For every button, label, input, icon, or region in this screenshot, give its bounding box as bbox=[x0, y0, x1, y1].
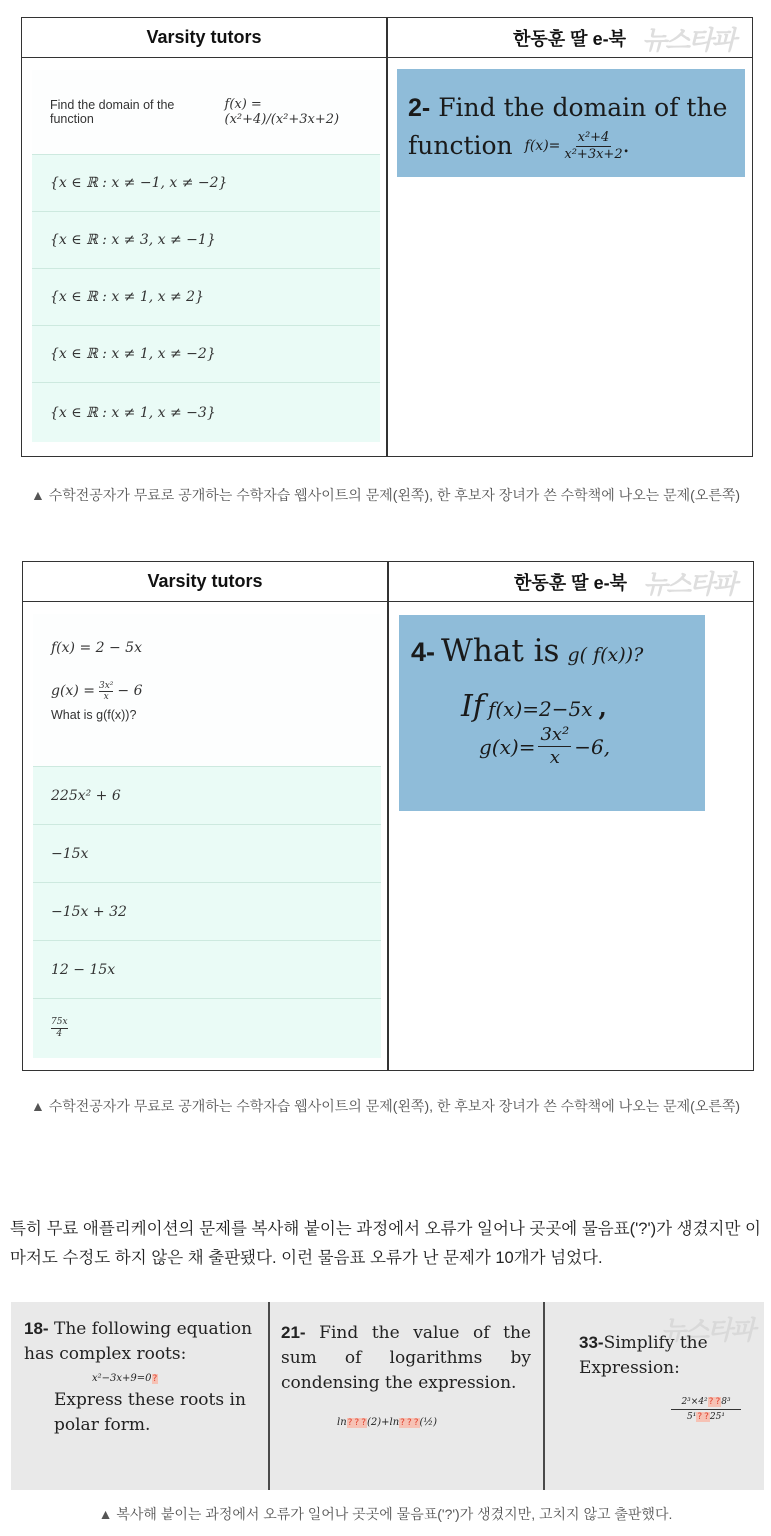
ebook-math-fraction bbox=[564, 130, 622, 163]
question-mark-error: ? bbox=[697, 1412, 703, 1422]
ebook-math-denominator: x²+3x+2 bbox=[564, 146, 623, 162]
question-row bbox=[32, 70, 380, 154]
question-mark-error: ? bbox=[715, 1397, 721, 1407]
question-mark-error: ? bbox=[406, 1418, 412, 1428]
answer-fraction bbox=[51, 1017, 68, 1040]
question-mark-error: ? bbox=[347, 1418, 353, 1428]
q21-number: 21- bbox=[281, 1323, 306, 1342]
q21-text: Find the value of the sum of logarithms by condensing the expression. bbox=[281, 1323, 531, 1393]
ebook-function-g-fraction bbox=[538, 724, 571, 769]
answer-fraction-numerator: 75x bbox=[51, 1017, 68, 1027]
function-g-numerator: 3x² bbox=[98, 680, 114, 691]
ebook-question-text: Find the domain of the bbox=[438, 93, 728, 122]
header-varsity-tutors: Varsity tutors bbox=[23, 562, 388, 602]
varsity-quiz-card bbox=[33, 614, 381, 1058]
answer-option[interactable]: −15x bbox=[33, 824, 381, 882]
column-divider bbox=[387, 562, 389, 1070]
question-block bbox=[33, 614, 381, 766]
watermark: 뉴스타파 bbox=[643, 569, 736, 599]
ebook-function-g-rhs: −6, bbox=[574, 734, 611, 759]
function-g-denominator: x bbox=[103, 691, 109, 702]
error-examples-strip bbox=[11, 1302, 764, 1490]
varsity-quiz-card bbox=[32, 70, 380, 442]
ebook-question-number: 2- bbox=[408, 94, 431, 122]
ebook-question-box: 4- What is g( f(x))? If f(x)=2−5x , g(x)= $\frac{\text{3x²}}{x}$ −6, bbox=[399, 615, 705, 811]
header-varsity-tutors: Varsity tutors bbox=[22, 18, 387, 58]
ebook-question-text-2: function bbox=[408, 131, 513, 160]
image-caption-2: ▲ 수학전공자가 무료로 공개하는 수학자습 웹사이트의 문제(왼쪽), 한 후보자 장녀가 쓴 수학책에 나오는 문제(오른쪽) bbox=[30, 1098, 741, 1114]
q21-math-b: (2)+ln bbox=[366, 1417, 400, 1428]
strip-divider bbox=[268, 1302, 270, 1490]
ebook-function-g-lhs: g(x)= bbox=[479, 734, 536, 759]
q33-number: 33- bbox=[579, 1333, 604, 1352]
ebook-question-math: g( f(x))? bbox=[567, 644, 644, 666]
ebook-question-box: 2- Find the domain of the function f(x)= $\frac{\text{x²+4}}{\text{x²+3x+2}}$ . bbox=[397, 69, 745, 177]
question-mark-error: ? bbox=[413, 1418, 419, 1428]
q18-text: The following equation has complex roots: bbox=[24, 1319, 253, 1364]
comparison-panel-2 bbox=[22, 561, 754, 1071]
answer-option[interactable]: {x ∈ ℝ : x ≠ 1, x ≠ −2} bbox=[32, 325, 380, 382]
example-q21 bbox=[281, 1302, 531, 1490]
q18-number: 18- bbox=[24, 1319, 49, 1338]
q21-math-c: (½) bbox=[419, 1417, 438, 1428]
answer-fraction-denominator: 4 bbox=[56, 1029, 63, 1039]
comparison-panel-1 bbox=[21, 17, 753, 457]
image-caption-3: ▲ 복사해 붙이는 과정에서 오류가 일어나 곳곳에 물음표('?')가 생겼지만, 고치지 않고 출판했다. bbox=[98, 1506, 673, 1522]
watermark: 뉴스타파 bbox=[661, 1315, 754, 1345]
answer-option[interactable]: 12 − 15x bbox=[33, 940, 381, 998]
q18-text-2: Express these roots in polar form. bbox=[54, 1390, 246, 1435]
column-divider bbox=[386, 18, 388, 456]
function-g-fraction bbox=[99, 681, 113, 702]
answer-option[interactable]: {x ∈ ℝ : x ≠ 1, x ≠ −3} bbox=[32, 382, 380, 442]
question-mark-error: ? bbox=[708, 1397, 714, 1407]
question-math: f(x) = (x²+4)/(x²+3x+2) bbox=[224, 97, 340, 127]
example-q18 bbox=[24, 1302, 264, 1490]
ebook-math-numerator: x²+4 bbox=[577, 129, 610, 145]
header-ebook-label: 한동훈 딸 e-북 bbox=[513, 28, 626, 49]
function-g-lhs: g(x) = bbox=[51, 683, 95, 699]
ebook-math-lhs: f(x)= bbox=[524, 138, 561, 154]
ebook-question-number: 4- bbox=[411, 637, 436, 667]
function-g bbox=[51, 674, 381, 708]
ebook-function-f: f(x)=2−5x bbox=[487, 697, 593, 721]
answer-option[interactable]: 225x² + 6 bbox=[33, 766, 381, 824]
question-mark-error: ? bbox=[400, 1418, 405, 1428]
question-text: Find the domain of the function bbox=[50, 98, 175, 126]
ebook-g-numerator: 3x² bbox=[540, 724, 570, 745]
ebook-question-text: What is bbox=[441, 633, 560, 669]
q33-math: 2³×4²? ?8³ 5¹? ?25¹ bbox=[671, 1395, 741, 1424]
answer-option[interactable]: {x ∈ ℝ : x ≠ 3, x ≠ −1} bbox=[32, 211, 380, 268]
answer-option[interactable]: {x ∈ ℝ : x ≠ −1, x ≠ −2} bbox=[32, 154, 380, 211]
example-q33 bbox=[579, 1302, 759, 1490]
body-paragraph: 특히 무료 애플리케이션의 문제를 복사해 붙이는 과정에서 오류가 일어나 곳곳에 물음표('?')가 생겼지만 이마저도 수정도 하지 않은 채 출판됐다. 이런 물음표 오류가 난 문제가 10개가 넘었다. bbox=[10, 1220, 761, 1267]
answer-option[interactable]: {x ∈ ℝ : x ≠ 1, x ≠ 2} bbox=[32, 268, 380, 325]
image-caption-1: ▲ 수학전공자가 무료로 공개하는 수학자습 웹사이트의 문제(왼쪽), 한 후보자 장녀가 쓴 수학책에 나오는 문제(오른쪽) bbox=[30, 487, 741, 503]
question-mark-error: ? bbox=[361, 1418, 366, 1428]
q18-math: x²−3x+9=0 bbox=[92, 1373, 152, 1384]
q21-math-a: ln bbox=[337, 1417, 347, 1428]
answer-option[interactable]: −15x + 32 bbox=[33, 882, 381, 940]
strip-divider bbox=[543, 1302, 545, 1490]
question-mark-error: ? bbox=[354, 1418, 360, 1428]
question-text: What is g(f(x))? bbox=[51, 708, 137, 722]
watermark: 뉴스타파 bbox=[642, 25, 735, 55]
question-mark-error: ? bbox=[152, 1374, 158, 1384]
ebook-if: If bbox=[461, 689, 484, 724]
function-g-rhs: − 6 bbox=[117, 683, 143, 699]
ebook-g-denominator: x bbox=[549, 747, 560, 768]
function-f: f(x) = 2 − 5x bbox=[51, 640, 142, 656]
header-ebook-label: 한동훈 딸 e-북 bbox=[514, 572, 627, 593]
q33-text: Simplify the Expression: bbox=[579, 1333, 708, 1378]
answer-option[interactable] bbox=[33, 998, 381, 1058]
question-mark-error: ? bbox=[704, 1412, 709, 1422]
